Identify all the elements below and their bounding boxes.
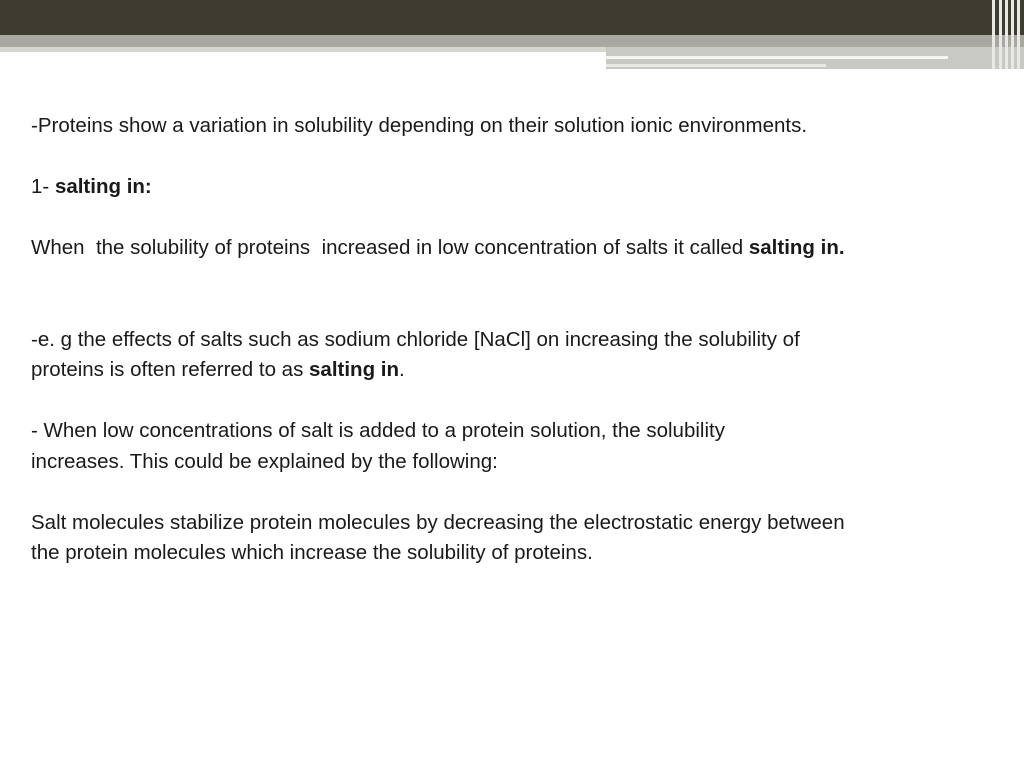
header-stripe [1011,0,1014,69]
explanation-line-1: Salt molecules stabilize protein molecules by decreasing the electrostatic energy between [31,510,845,534]
header-band-right-line [606,64,826,67]
section-heading [31,172,991,203]
spacer [31,477,991,508]
header-stripe [1017,0,1020,69]
example-paragraph [31,325,991,386]
explanation-paragraph [31,508,991,569]
header-stripes [990,0,1024,69]
section-heading-prefix: 1- [31,175,55,198]
spacer [31,386,991,417]
section-heading-label: salting in: [54,175,152,198]
spacer [31,264,991,325]
example-line-2: proteins is often referred to as [31,358,310,381]
spacer [31,142,991,173]
header-band-dark [0,0,1024,35]
definition-text: When the solubility of proteins increased in low concentration of salts it called [31,236,749,259]
low-concentration-line-2: increases. This could be explained by the following: [31,449,498,473]
header-stripe [999,0,1002,69]
header-stripe [992,0,995,69]
intro-paragraph [31,111,991,142]
example-line-1: -e. g the effects of salts such as sodium chloride [NaCl] on increasing the solubility of [31,327,800,351]
slide-body [31,111,991,569]
header-band-light [0,47,606,52]
header-stripe [1005,0,1008,69]
header-band-mid [0,35,1024,47]
header-band-right-line [606,56,948,59]
low-concentration-paragraph [31,416,991,477]
example-term: salting in [309,358,400,381]
intro-text: -Proteins show a variation in solubility depending on their solution ionic environments. [31,114,808,137]
explanation-line-2: the protein molecules which increase the solubility of proteins. [31,541,593,564]
definition-paragraph [31,233,991,264]
spacer [31,203,991,234]
definition-term: salting in. [748,236,845,259]
low-concentration-line-1: - When low concentrations of salt is added to a protein solution, the solubility [31,419,725,442]
example-end: . [399,358,405,381]
